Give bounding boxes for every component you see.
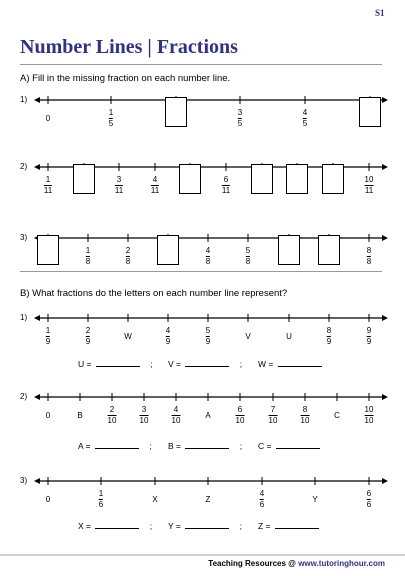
denominator: 8	[205, 257, 211, 266]
letter-label: X	[152, 495, 158, 504]
answer-field	[168, 521, 242, 531]
answer-label: C =	[258, 441, 274, 451]
section-b-row-number: 3)	[20, 476, 28, 485]
denominator: 10	[300, 416, 310, 425]
fraction-label	[367, 489, 371, 510]
numerator: 4	[205, 246, 211, 255]
answer-label: W =	[258, 359, 276, 369]
denominator: 8	[125, 257, 131, 266]
fraction-label	[260, 489, 264, 510]
footer-site-link[interactable]: www.tutoringhour.com	[298, 559, 385, 568]
denominator: 5	[108, 119, 114, 128]
numerator: 1	[45, 326, 51, 335]
denominator: 8	[85, 257, 91, 266]
numerator: 3	[116, 175, 122, 184]
separator: ;	[146, 441, 152, 451]
denominator: 8	[245, 257, 251, 266]
separator: ;	[147, 521, 153, 531]
separator: ;	[147, 359, 153, 369]
denominator: 11	[43, 186, 53, 195]
denominator: 10	[235, 416, 245, 425]
numerator: 8	[302, 405, 308, 414]
numerator: 2	[125, 246, 131, 255]
separator: ;	[237, 359, 243, 369]
whole-label: 0	[45, 495, 51, 504]
numerator: 10	[364, 175, 374, 184]
numerator: 6	[223, 175, 229, 184]
footer-prefix: Teaching Resources @	[208, 559, 299, 568]
denominator: 6	[259, 500, 265, 509]
numerator: 8	[366, 246, 372, 255]
right-arrow-icon	[382, 478, 388, 484]
answer-label: B =	[168, 441, 184, 451]
numerator: 1	[85, 246, 91, 255]
denominator: 11	[150, 186, 160, 195]
numerator: 2	[109, 405, 115, 414]
numerator: 5	[205, 326, 211, 335]
answer-field	[78, 521, 152, 531]
left-arrow-icon	[34, 478, 40, 484]
answer-blank[interactable]	[95, 528, 139, 529]
numerator: 3	[237, 108, 243, 117]
numerator: 4	[165, 326, 171, 335]
denominator: 5	[237, 119, 243, 128]
denominator: 10	[107, 416, 117, 425]
whole-label: 0	[45, 411, 51, 420]
section-a-row-number: 1)	[20, 95, 28, 104]
footer-credit	[208, 559, 385, 568]
letter-label: W	[124, 332, 132, 341]
numerator: 4	[152, 175, 158, 184]
numerator: 1	[108, 108, 114, 117]
denominator: 10	[139, 416, 149, 425]
answer-label: A =	[78, 441, 93, 451]
denominator: 5	[302, 119, 308, 128]
section-a-instruction: A) Fill in the missing fraction on each number line.	[20, 73, 231, 84]
whole-label: 0	[45, 114, 51, 123]
letter-label: C	[334, 411, 340, 420]
denominator: 9	[366, 337, 372, 346]
section-a-row-number: 2)	[20, 162, 28, 171]
answer-blank[interactable]	[275, 528, 319, 529]
numerator: 7	[270, 405, 276, 414]
letter-label: A	[205, 411, 211, 420]
answer-label: V =	[168, 359, 184, 369]
answer-field	[258, 521, 321, 531]
letter-label: U	[286, 332, 292, 341]
denominator: 11	[221, 186, 231, 195]
denominator: 9	[85, 337, 91, 346]
denominator: 6	[366, 500, 372, 509]
numerator: 6	[237, 405, 243, 414]
letter-label: B	[77, 411, 83, 420]
answer-blank[interactable]	[185, 528, 229, 529]
answer-label: Z =	[258, 521, 273, 531]
page-title: Number Lines | Fractions	[20, 36, 238, 58]
answer-label: X =	[78, 521, 94, 531]
denominator: 9	[205, 337, 211, 346]
fraction-label	[99, 489, 103, 510]
denominator: 9	[165, 337, 171, 346]
separator: ;	[237, 521, 242, 531]
numerator: 6	[366, 489, 372, 498]
section-b-row-number: 1)	[20, 313, 28, 322]
numerator: 4	[302, 108, 308, 117]
numerator: 10	[364, 405, 374, 414]
letter-label: Z	[205, 495, 211, 504]
denominator: 11	[114, 186, 124, 195]
denominator: 11	[364, 186, 374, 195]
denominator: 8	[366, 257, 372, 266]
numerator: 1	[98, 489, 104, 498]
denominator: 9	[45, 337, 51, 346]
denominator: 10	[268, 416, 278, 425]
numerator: 8	[326, 326, 332, 335]
footer	[0, 554, 405, 576]
section-b-row-number: 2)	[20, 392, 28, 401]
numerator: 3	[141, 405, 147, 414]
letter-label: Y	[312, 495, 318, 504]
numerator: 4	[259, 489, 265, 498]
section-a-row-number: 3)	[20, 233, 28, 242]
sheet-code: S1	[375, 8, 385, 18]
denominator: 9	[326, 337, 332, 346]
numerator: 4	[173, 405, 179, 414]
numerator: 9	[366, 326, 372, 335]
answer-label: Y =	[168, 521, 184, 531]
separator: ;	[237, 441, 243, 451]
letter-label: V	[245, 332, 251, 341]
numerator: 2	[85, 326, 91, 335]
denominator: 10	[171, 416, 181, 425]
answer-label: U =	[78, 359, 94, 369]
section-b-instruction: B) What fractions do the letters on each number line represent?	[20, 288, 288, 299]
denominator: 6	[98, 500, 104, 509]
numerator: 1	[45, 175, 51, 184]
numerator: 5	[245, 246, 251, 255]
denominator: 10	[364, 416, 374, 425]
